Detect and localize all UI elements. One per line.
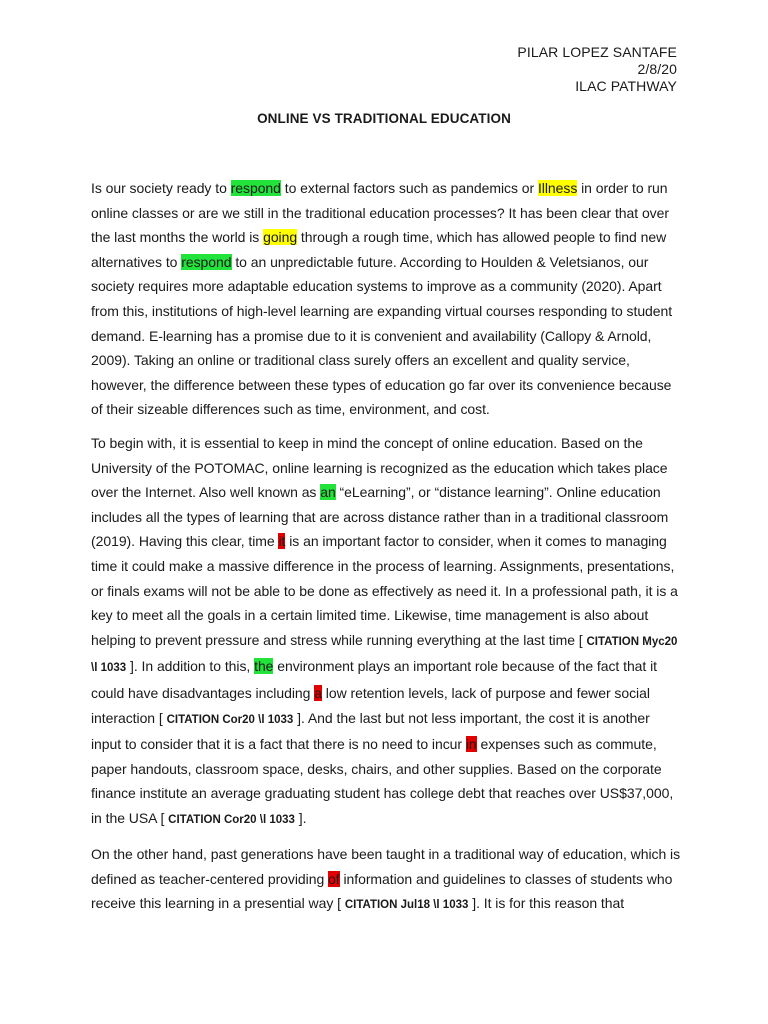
text-line: over the Internet. Also well known as an “eLearning”, or “distance learning”. Online education bbox=[91, 484, 661, 501]
text-line: 2009). Taking an online or traditional class surely offers an excellent and quality service, bbox=[91, 352, 630, 369]
text-line: could have disadvantages including a low retention levels, lack of purpose and fewer social bbox=[91, 684, 650, 701]
highlight-yellow: going bbox=[263, 229, 298, 246]
text-line: alternatives to respond to an unpredictable future. According to Houlden & Veletsianos, our bbox=[91, 253, 649, 270]
header-block bbox=[517, 44, 677, 95]
text-line: paper handouts, classroom space, desks, chairs, and other supplies. Based on the corporate bbox=[91, 760, 662, 777]
text-line: or finals exams will not be able to be done as effectively as need it. In a professional path, it is a bbox=[91, 582, 678, 599]
text-line: time it could make a massive difference in the process of learning. Assignments, presentations, bbox=[91, 557, 675, 574]
highlight-green: respond bbox=[230, 180, 281, 196]
text-line: includes all the types of learning that are across distance rather than in a traditional classroom bbox=[91, 508, 669, 525]
highlight-yellow: Illness bbox=[537, 180, 578, 196]
author-name: PILAR LOPEZ SANTAFE bbox=[517, 44, 677, 60]
text-line: however, the difference between these types of education go far over its convenience because bbox=[91, 376, 672, 393]
text-line: To begin with, it is essential to keep in mind the concept of online education. Based on the bbox=[91, 435, 643, 451]
citation-field[interactable]: CITATION Cor20 \l 1033 bbox=[166, 713, 294, 726]
text-line: helping to prevent pressure and stress while running everything at the last time [ CITATION Myc20 bbox=[91, 631, 678, 648]
paragraph-3 bbox=[91, 842, 691, 918]
highlight-red: of bbox=[328, 870, 340, 887]
highlight-green: the bbox=[254, 658, 274, 675]
highlight-red: in bbox=[465, 736, 477, 753]
text-line: defined as teacher-centered providing of information and guidelines to classes of students who bbox=[91, 870, 673, 887]
text-line: input to consider that it is a fact that there is no need to incur in expenses such as commute, bbox=[91, 736, 657, 753]
paragraph-2 bbox=[91, 431, 691, 833]
highlight-red: a bbox=[314, 684, 322, 701]
text-line: the last months the world is going through a rough time, which has allowed people to find new bbox=[91, 229, 667, 246]
document-date: 2/8/20 bbox=[637, 61, 677, 77]
highlight-green: an bbox=[320, 484, 336, 501]
text-line: in the USA [ CITATION Cor20 \l 1033 ]. bbox=[91, 809, 307, 826]
text-line: demand. E-learning has a promise due to it is convenient and availability (Callopy & Arnold, bbox=[91, 327, 652, 344]
text-line: key to meet all the goals in a certain limited time. Likewise, time management is also about bbox=[91, 607, 649, 624]
text-line: University of the POTOMAC, online learning is recognized as the education which takes place bbox=[91, 459, 668, 476]
highlight-red: it bbox=[278, 533, 286, 550]
program-name: ILAC PATHWAY bbox=[575, 78, 677, 94]
text-line: society requires more adaptable education systems to improve as a community (2020). Apart bbox=[91, 278, 662, 295]
citation-field[interactable]: CITATION Myc20 bbox=[586, 635, 678, 648]
text-line: \l 1033 ]. In addition to this, the environment plays an important role because of the fact that it bbox=[91, 658, 657, 675]
text-line: Is our society ready to respond to external factors such as pandemics or Illness in order to run bbox=[91, 180, 668, 196]
citation-field[interactable]: \l 1033 bbox=[91, 662, 127, 675]
text-line: On the other hand, past generations have been taught in a traditional way of education, which is bbox=[91, 846, 681, 862]
text-line: online classes or are we still in the traditional education processes? It has been clear that over bbox=[91, 204, 669, 221]
citation-field[interactable]: CITATION Cor20 \l 1033 bbox=[168, 813, 295, 826]
document-title: ONLINE VS TRADITIONAL EDUCATION bbox=[257, 111, 511, 126]
text-line: finance institute an average graduating student has college debt that reaches over US$37,000, bbox=[91, 785, 674, 802]
text-line: receive this learning in a presential way [ CITATION Jul18 \l 1033 ]. It is for this reason that bbox=[91, 895, 625, 912]
text-line: interaction [ CITATION Cor20 \l 1033 ]. And the last but not less important, the cost it is another bbox=[91, 709, 650, 726]
text-line: (2019). Having this clear, time it is an important factor to consider, when it comes to managing bbox=[91, 533, 667, 550]
text-line: of their sizeable differences such as time, environment, and cost. bbox=[91, 401, 490, 418]
paragraph-1 bbox=[91, 176, 691, 422]
highlight-green: respond bbox=[181, 253, 232, 270]
text-line: from this, institutions of high-level learning are expanding virtual courses responding to student bbox=[91, 302, 673, 319]
citation-field[interactable]: CITATION Jul18 \l 1033 bbox=[344, 899, 469, 912]
